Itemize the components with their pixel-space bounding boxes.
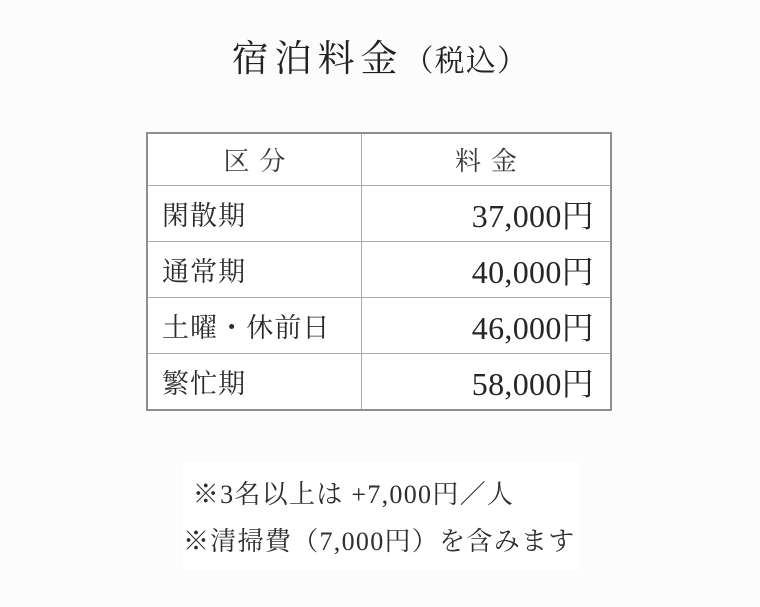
header-category-label: 区分 (223, 146, 296, 176)
price-value: 40,000円 (471, 253, 594, 290)
table-header-row (148, 134, 610, 185)
category-cell (148, 298, 362, 353)
header-price-label: 料金 (455, 146, 527, 176)
price-cell (362, 298, 610, 353)
page-title (0, 28, 760, 82)
category-cell (148, 186, 362, 241)
header-category-cell (148, 134, 362, 185)
table-row-peak (148, 353, 610, 409)
category-label: 繁忙期 (162, 369, 247, 399)
price-cell (362, 354, 610, 409)
page-title-main: 宿泊料金 (231, 39, 404, 80)
category-label: 土曜・休前日 (162, 313, 331, 343)
price-value: 58,000円 (471, 365, 594, 402)
category-cell (148, 354, 362, 409)
price-value: 37,000円 (471, 197, 594, 234)
note-cleaning-fee: ※清掃費（7,000円）を含みます (183, 527, 576, 556)
price-cell (362, 242, 610, 297)
category-cell (148, 242, 362, 297)
page-title-suffix: （税込） (403, 45, 529, 78)
note-extra-person: ※3名以上は +7,000円／人 (192, 480, 515, 509)
table-row-saturday (148, 297, 610, 353)
header-price-cell (362, 134, 610, 185)
notes-box (183, 462, 580, 570)
category-label: 通常期 (162, 257, 247, 287)
category-label: 閑散期 (162, 201, 247, 231)
table-row-offseason (148, 185, 610, 241)
price-cell (362, 186, 610, 241)
table-row-normal (148, 241, 610, 297)
price-table (146, 132, 612, 411)
price-value: 46,000円 (471, 309, 594, 346)
